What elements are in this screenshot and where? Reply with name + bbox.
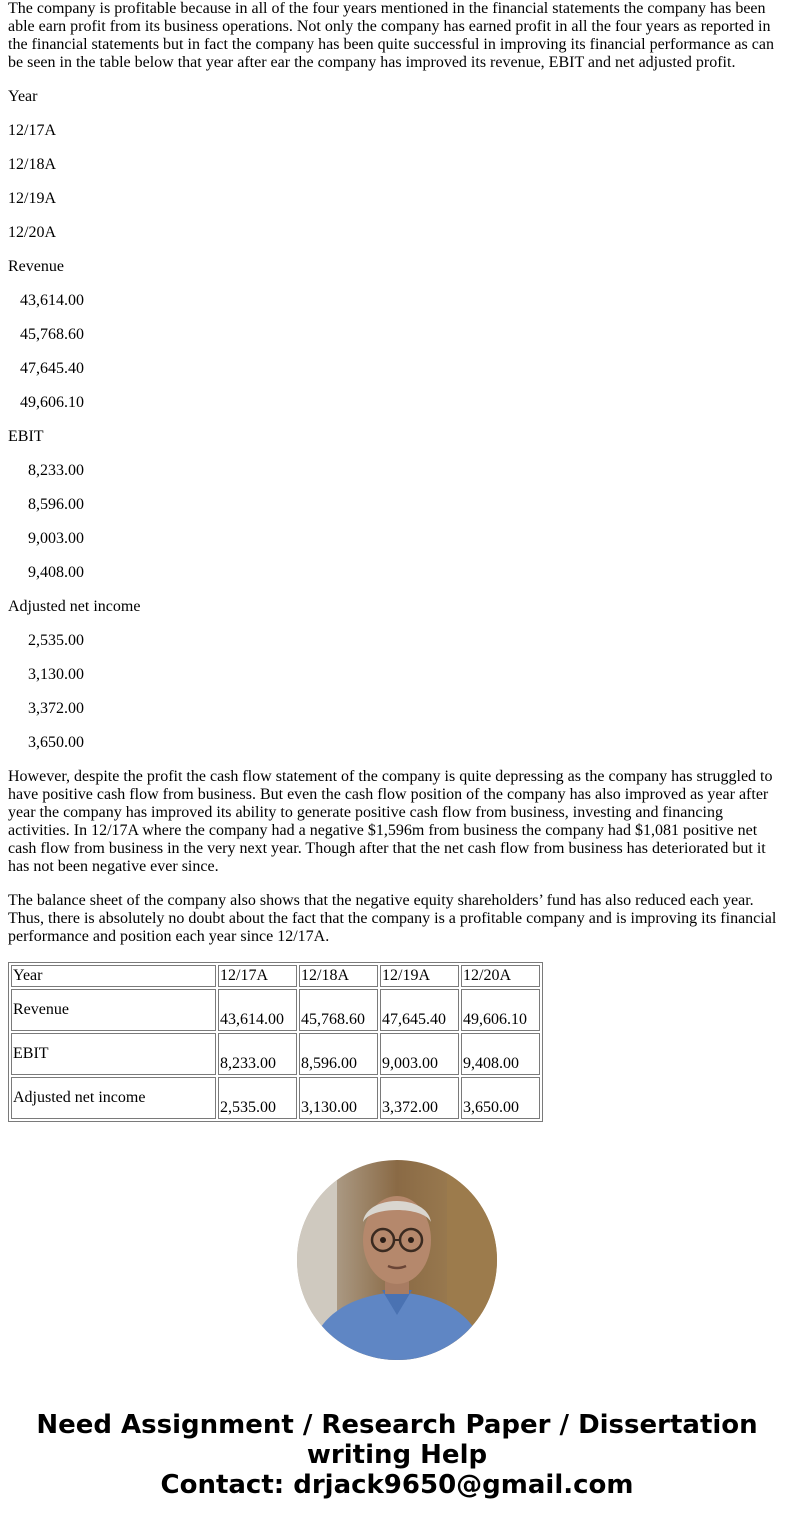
intro-paragraph: The company is profitable because in all of the four years mentioned in the financial statements the company has been able earn profit from its business operations. Not only the company has earned profit in all the four years as reported in the financial statements but in fact the company has been quite successful in improving its financial performance as can be seen in the table below that year after ear the company has improved its revenue, EBIT and net adjusted profit. <box>8 0 774 71</box>
flat-ebit-label: EBIT <box>8 428 44 445</box>
flat-ebit-value: 8,233.00 <box>28 462 84 479</box>
author-avatar-container <box>0 1160 794 1360</box>
table-cell: 3,130.00 <box>299 1077 378 1119</box>
flat-year-label: Year <box>8 88 38 105</box>
balance-paragraph: The balance sheet of the company also shows that the negative equity shareholders’ fund has also reduced each year. Thus, there is absolutely no doubt about the fact that the company is a profitable company and is improving its financial performance and position each year since 12/17A. <box>8 892 777 945</box>
table-row-label: EBIT <box>11 1033 216 1075</box>
author-portrait-icon <box>297 1160 497 1360</box>
flat-net-income-value: 3,130.00 <box>28 666 84 683</box>
table-header-cell: 12/18A <box>299 965 378 987</box>
table-header-cell: 12/20A <box>461 965 540 987</box>
promo-contact: Contact: drjack9650@gmail.com <box>160 1470 634 1500</box>
table-header-cell: 12/17A <box>218 965 297 987</box>
table-cell: 9,003.00 <box>380 1033 459 1075</box>
flat-revenue-value: 43,614.00 <box>20 292 84 309</box>
table-cell: 9,408.00 <box>461 1033 540 1075</box>
table-row-label: Revenue <box>11 989 216 1031</box>
table-header-row <box>11 965 540 987</box>
flat-revenue-value: 49,606.10 <box>20 394 84 411</box>
promo-line: writing Help <box>306 1440 488 1470</box>
financial-table <box>8 962 543 1122</box>
table-cell: 49,606.10 <box>461 989 540 1031</box>
table-cell: 8,233.00 <box>218 1033 297 1075</box>
table-header-cell: 12/19A <box>380 965 459 987</box>
table-row-label: Adjusted net income <box>11 1077 216 1119</box>
promo-line: Need Assignment / Research Paper / Dissertation <box>36 1410 758 1440</box>
flat-ebit-value: 8,596.00 <box>28 496 84 513</box>
flat-year-value: 12/19A <box>8 190 56 207</box>
flat-net-income-value: 3,372.00 <box>28 700 84 717</box>
flat-year-value: 12/17A <box>8 122 56 139</box>
cashflow-paragraph: However, despite the profit the cash flow statement of the company is quite depressing as the company has struggled to have positive cash flow from business. But even the cash flow position of the company has also improved as year after year the company has improved its ability to generate positive cash flow from business, investing and financing activities. In 12/17A where the company had a negative $1,596m from business the company had $1,081 positive net cash flow from business in the very next year. Though after that the net cash flow from business has deteriorated but it has not been negative ever since. <box>8 768 773 875</box>
table-cell: 3,372.00 <box>380 1077 459 1119</box>
table-row <box>11 989 540 1031</box>
flat-net-income-label: Adjusted net income <box>8 598 141 615</box>
author-avatar <box>297 1160 497 1360</box>
flat-net-income-value: 3,650.00 <box>28 734 84 751</box>
table-cell: 45,768.60 <box>299 989 378 1031</box>
flat-year-value: 12/18A <box>8 156 56 173</box>
table-row <box>11 1033 540 1075</box>
table-cell: 47,645.40 <box>380 989 459 1031</box>
flat-net-income-value: 2,535.00 <box>28 632 84 649</box>
table-cell: 3,650.00 <box>461 1077 540 1119</box>
flat-revenue-value: 45,768.60 <box>20 326 84 343</box>
flat-revenue-value: 47,645.40 <box>20 360 84 377</box>
flat-ebit-value: 9,003.00 <box>28 530 84 547</box>
table-cell: 43,614.00 <box>218 989 297 1031</box>
table-cell: 2,535.00 <box>218 1077 297 1119</box>
flat-revenue-label: Revenue <box>8 258 64 275</box>
flat-ebit-value: 9,408.00 <box>28 564 84 581</box>
flat-year-value: 12/20A <box>8 224 56 241</box>
table-header-cell: Year <box>11 965 216 987</box>
promo-banner <box>0 1410 794 1500</box>
table-row <box>11 1077 540 1119</box>
table-cell: 8,596.00 <box>299 1033 378 1075</box>
